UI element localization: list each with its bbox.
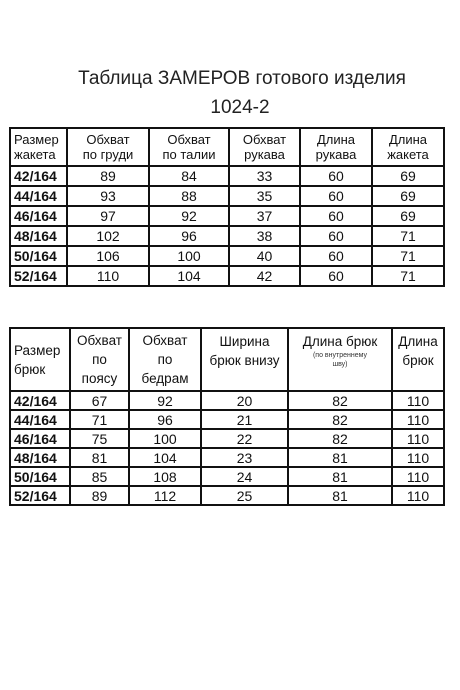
value-cell: 92: [129, 391, 201, 410]
value-cell: 100: [149, 246, 229, 266]
header-cell: Обхват по талии: [149, 128, 229, 166]
value-cell: 112: [129, 486, 201, 505]
header-cell: Обхват по поясу: [70, 328, 129, 391]
value-cell: 81: [288, 486, 392, 505]
size-cell: 50/164: [10, 246, 67, 266]
pants-rows: [10, 391, 444, 505]
value-cell: 22: [201, 429, 288, 448]
value-cell: 81: [288, 467, 392, 486]
value-cell: 60: [300, 266, 372, 286]
value-cell: 82: [288, 391, 392, 410]
value-cell: 93: [67, 186, 149, 206]
value-cell: 69: [372, 206, 444, 226]
value-cell: 71: [70, 410, 129, 429]
table-row: [10, 246, 444, 266]
value-cell: 40: [229, 246, 300, 266]
value-cell: 71: [372, 246, 444, 266]
value-cell: 60: [300, 206, 372, 226]
value-cell: 23: [201, 448, 288, 467]
value-cell: 92: [149, 206, 229, 226]
size-cell: 42/164: [10, 391, 70, 410]
table-row: [10, 206, 444, 226]
value-cell: 89: [70, 486, 129, 505]
table-header-row: [10, 328, 444, 391]
value-cell: 60: [300, 226, 372, 246]
value-cell: 81: [70, 448, 129, 467]
model-number: 1024-2: [210, 97, 270, 118]
header-cell: Обхват по груди: [67, 128, 149, 166]
value-cell: 110: [392, 448, 444, 467]
table-row: [10, 410, 444, 429]
table-row: [10, 186, 444, 206]
header-cell: Обхват по бедрам: [129, 328, 201, 391]
table-row: [10, 467, 444, 486]
value-cell: 88: [149, 186, 229, 206]
jacket-measurements-table: [9, 127, 445, 287]
value-cell: 60: [300, 246, 372, 266]
value-cell: 69: [372, 166, 444, 186]
value-cell: 24: [201, 467, 288, 486]
header-cell: Размер брюк: [10, 328, 70, 391]
value-cell: 20: [201, 391, 288, 410]
value-cell: 110: [392, 486, 444, 505]
size-cell: 46/164: [10, 206, 67, 226]
table-row: [10, 429, 444, 448]
value-cell: 110: [392, 410, 444, 429]
table-row: [10, 226, 444, 246]
value-cell: 106: [67, 246, 149, 266]
value-cell: 33: [229, 166, 300, 186]
value-cell: 67: [70, 391, 129, 410]
value-cell: 110: [67, 266, 149, 286]
value-cell: 110: [392, 391, 444, 410]
value-cell: 25: [201, 486, 288, 505]
value-cell: 108: [129, 467, 201, 486]
table-row: [10, 391, 444, 410]
value-cell: 96: [149, 226, 229, 246]
size-cell: 52/164: [10, 266, 67, 286]
header-cell: Длина брюк (по внутреннему шву): [288, 328, 392, 391]
value-cell: 84: [149, 166, 229, 186]
header-note: шву): [332, 361, 348, 368]
document-title: Таблица ЗАМЕРОВ готового изделия: [78, 68, 406, 89]
size-cell: 46/164: [10, 429, 70, 448]
header-cell: Длина жакета: [372, 128, 444, 166]
pants-measurements-table: [9, 327, 445, 506]
size-cell: 42/164: [10, 166, 67, 186]
value-cell: 110: [392, 467, 444, 486]
value-cell: 82: [288, 410, 392, 429]
table-row: [10, 166, 444, 186]
value-cell: 38: [229, 226, 300, 246]
value-cell: 85: [70, 467, 129, 486]
value-cell: 81: [288, 448, 392, 467]
value-cell: 69: [372, 186, 444, 206]
table-row: [10, 266, 444, 286]
value-cell: 75: [70, 429, 129, 448]
value-cell: 104: [149, 266, 229, 286]
value-cell: 97: [67, 206, 149, 226]
header-cell: Обхват рукава: [229, 128, 300, 166]
size-cell: 44/164: [10, 186, 67, 206]
size-cell: 52/164: [10, 486, 70, 505]
value-cell: 82: [288, 429, 392, 448]
value-cell: 71: [372, 226, 444, 246]
value-cell: 60: [300, 186, 372, 206]
header-note: (по внутреннему: [312, 352, 368, 359]
value-cell: 100: [129, 429, 201, 448]
value-cell: 21: [201, 410, 288, 429]
value-cell: 60: [300, 166, 372, 186]
header-cell: Длина рукава: [300, 128, 372, 166]
jacket-rows: [10, 166, 444, 286]
size-cell: 50/164: [10, 467, 70, 486]
value-cell: 42: [229, 266, 300, 286]
table-row: [10, 486, 444, 505]
header-cell: Ширина брюк внизу: [201, 328, 288, 391]
value-cell: 110: [392, 429, 444, 448]
value-cell: 96: [129, 410, 201, 429]
size-cell: 48/164: [10, 226, 67, 246]
value-cell: 71: [372, 266, 444, 286]
value-cell: 89: [67, 166, 149, 186]
size-cell: 44/164: [10, 410, 70, 429]
value-cell: 37: [229, 206, 300, 226]
header-cell: Размер жакета: [10, 128, 67, 166]
value-cell: 104: [129, 448, 201, 467]
table-row: [10, 448, 444, 467]
table-header-row: [10, 128, 444, 166]
size-cell: 48/164: [10, 448, 70, 467]
value-cell: 102: [67, 226, 149, 246]
header-cell: Длина брюк: [392, 328, 444, 391]
value-cell: 35: [229, 186, 300, 206]
